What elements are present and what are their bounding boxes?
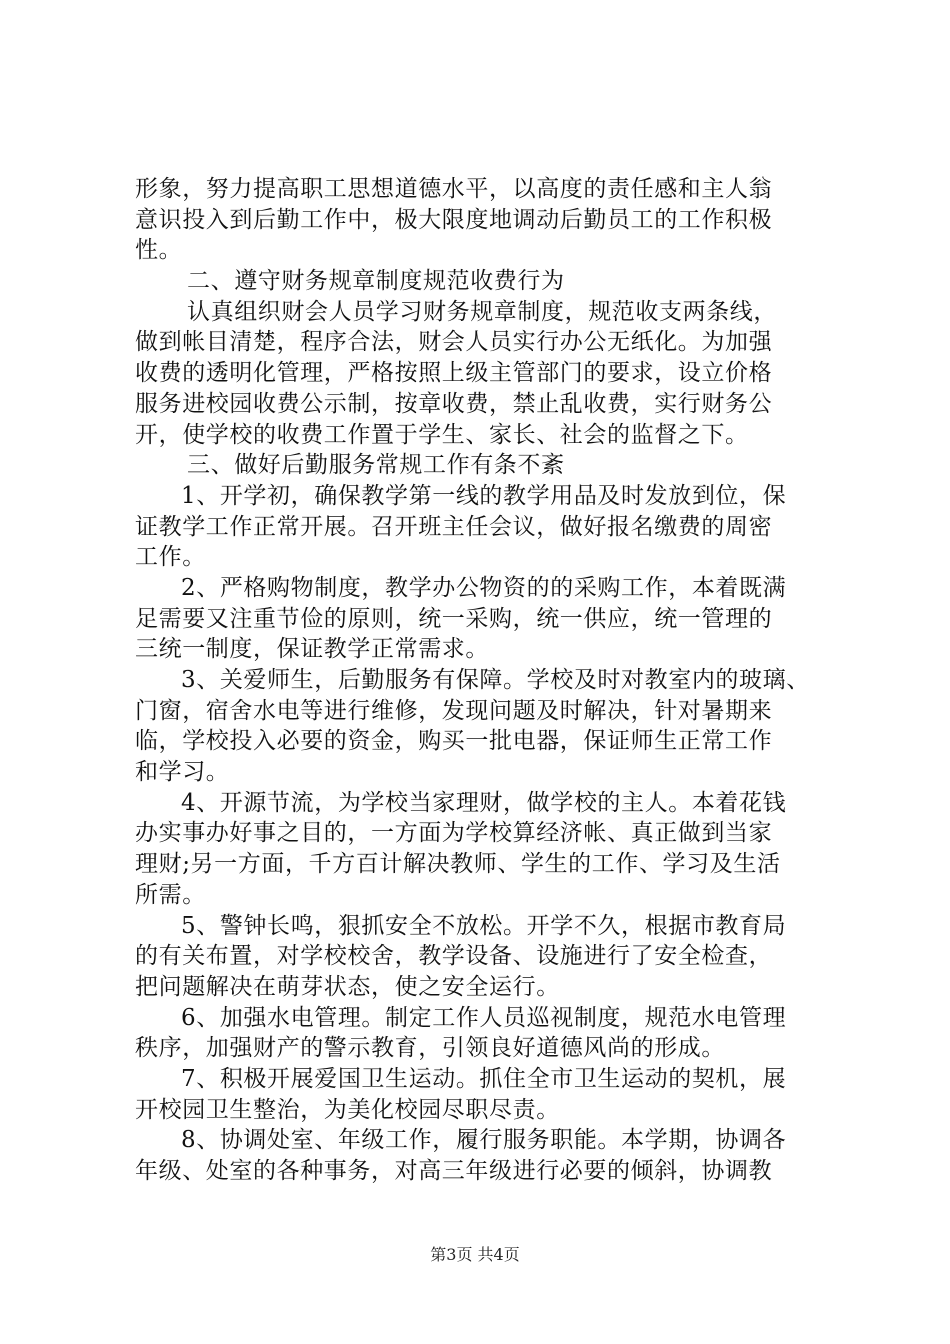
text-line: 形象，努力提高职工思想道德水平，以高度的责任感和主人翁 <box>135 176 773 202</box>
text-line: 办实事办好事之目的，一方面为学校算经济帐、真正做到当家 <box>135 820 773 847</box>
document-body <box>135 174 835 1187</box>
text-line: 工作。 <box>135 544 206 571</box>
text-line: 收费的透明化管理，严格按照上级主管部门的要求，设立价格 <box>135 360 773 387</box>
text-line: 性。 <box>135 237 183 264</box>
text-line: 做到帐目清楚，程序合法，财会人员实行办公无纸化。为加强 <box>135 329 773 356</box>
text-line: 7、积极开展爱国卫生运动。抓住全市卫生运动的契机，展 <box>181 1065 787 1092</box>
text-line: 临，学校投入必要的资金，购买一批电器，保证师生正常工作 <box>135 728 773 755</box>
text-line: 服务进校园收费公示制，按章收费，禁止乱收费，实行财务公 <box>135 390 773 417</box>
text-line: 意识投入到后勤工作中，极大限度地调动后勤员工的工作积极 <box>135 206 773 233</box>
text-line: 足需要又注重节俭的原则，统一采购，统一供应，统一管理的 <box>135 605 773 632</box>
text-line: 三、做好后勤服务常规工作有条不紊 <box>187 452 565 479</box>
text-line: 5、警钟长鸣，狠抓安全不放松。开学不久，根据市教育局 <box>181 912 787 939</box>
text-line: 三统一制度，保证教学正常需求。 <box>135 636 489 663</box>
text-line: 年级、处室的各种事务，对高三年级进行必要的倾斜，协调教 <box>135 1158 773 1184</box>
text-line: 秩序，加强财产的警示教育，引领良好道德风尚的形成。 <box>135 1035 725 1062</box>
page-footer: 第3页 共4页 <box>430 1245 520 1264</box>
text-line: 理财;另一方面，千方百计解决教师、学生的工作、学习及生活 <box>135 851 781 878</box>
text-line: 门窗，宿舍水电等进行维修，发现问题及时解决，针对暑期来 <box>135 697 773 724</box>
text-line: 8、协调处室、年级工作，履行服务职能。本学期，协调各 <box>181 1127 787 1154</box>
text-line: 二、遵守财务规章制度规范收费行为 <box>187 268 565 295</box>
text-line: 开，使学校的收费工作置于学生、家长、社会的监督之下。 <box>135 421 749 448</box>
text-line: 把问题解决在萌芽状态，使之安全运行。 <box>135 973 560 1000</box>
text-line: 4、开源节流，为学校当家理财，做学校的主人。本着花钱 <box>181 789 787 816</box>
text-line: 所需。 <box>135 881 206 908</box>
text-line: 和学习。 <box>135 759 230 786</box>
text-line: 3、关爱师生，后勤服务有保障。学校及时对教室内的玻璃、 <box>181 667 810 693</box>
text-line: 认真组织财会人员学习财务规章制度，规范收支两条线， <box>187 298 777 325</box>
text-line: 2、严格购物制度，教学办公物资的的采购工作，本着既满 <box>181 574 787 601</box>
text-line: 开校园卫生整治，为美化校园尽职尽责。 <box>135 1096 560 1123</box>
text-line: 1、开学初，确保教学第一线的教学用品及时发放到位，保 <box>181 482 787 509</box>
text-line: 6、加强水电管理。制定工作人员巡视制度，规范水电管理 <box>181 1004 787 1031</box>
text-line: 证教学工作正常开展。召开班主任会议，做好报名缴费的周密 <box>135 513 773 540</box>
text-line: 的有关布置，对学校校舍，教学设备、设施进行了安全检查， <box>135 943 773 970</box>
